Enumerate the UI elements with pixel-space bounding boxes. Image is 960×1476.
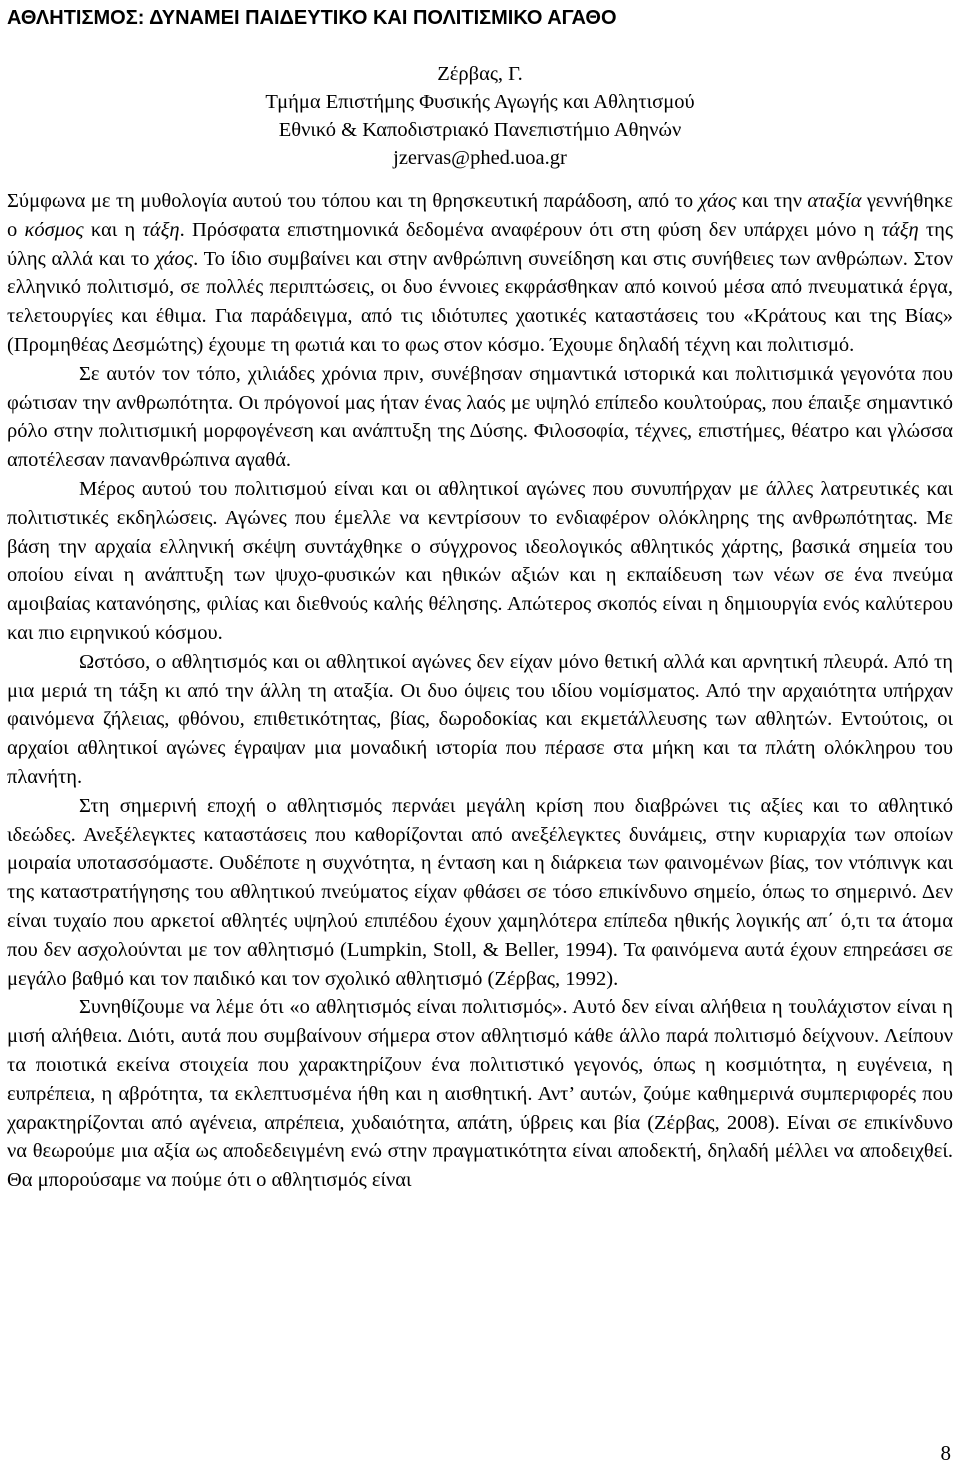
document-title: ΑΘΛΗΤΙΣΜΟΣ: ΔΥΝΑΜΕΙ ΠΑΙΔΕΥΤΙΚΟ ΚΑΙ ΠΟΛΙΤΙΣΜΙΚΟ ΑΓΑΘΟ [7, 7, 617, 29]
body-paragraph [7, 993, 953, 1195]
italic-term: τάξη [881, 218, 919, 241]
paragraph-text: Στη σημερινή εποχή ο αθλητισμός περνάει μεγάλη κρίση που διαβρώνει τις αξίες και το αθλητικό ιδεώδες. Ανεξέλεγκτες καταστάσεις που καθορίζονται από ανεξέλεγκτες δυνάμεις, στην κυριαρχία των οποίων μοιραία υποτασσόμαστε. Ουδέποτε η συχνότητα, η ένταση και η διάρκεια των φαινομένων βίας, τον ντόπινγκ και της καταστρατήγησης του αθλητικού πνεύματος είχαν φθάσει σε τόσο επικίνδυνο σημείο, όπως το σημερινό. Δεν είναι τυχαίο που αρκετοί αθλητές υψηλού επιπέδου έχουν χαμηλότερα επίπεδα ηθικής λογικής απ΄ ό,τι τα άτομα που δεν ασχολούνται με τον αθλητισμό (Lumpkin, Stoll, & Beller, 1994). Τα φαινόμενα αυτά έχουν επηρεάσει σε μεγάλο βαθμό και τον παιδικό και τον σχολικό αθλητισμό (Ζέρβας, 1992). [7, 794, 953, 990]
paragraph-text: Σε αυτόν τον τόπο, χιλιάδες χρόνια πριν, συνέβησαν σημαντικά ιστορικά και πολιτισμικά γεγονότα που φώτισαν την ανθρωπότητα. Οι πρόγονοί μας ήταν ένας λαός με υψηλό επίπεδο κουλτούρας, που έπαιξε σημαντικό ρόλο στην πολιτισμική μορφογένεση και ανάπτυξη της Δύσης. Φιλοσοφία, τέχνες, επιστήμες, θέατρο και γλώσσα αποτέλεσαν πανανθρώπινα αγαθά. [7, 362, 953, 472]
paragraph-text: και η [83, 218, 143, 241]
author-university: Εθνικό & Καποδιστριακό Πανεπιστήμιο Αθηνών [278, 119, 682, 141]
paragraph-text: Μέρος αυτού του πολιτισμού είναι και οι αθλητικοί αγώνες που συνυπήρχαν με άλλες λατρευτικές και πολιτιστικές εκδηλώσεις. Αγώνες που έμελλε να κεντρίσουν το ενδιαφέρον ολόκληρης της ανθρωπότητας. Με βάση την αρχαία ελληνική σκέψη συντάχθηκε ο σύγχρονος ιδεολογικός αθλητικός χάρτης, βασικά σημεία του οποίου είναι η ανάπτυξη των ψυχο-φυσικών και ηθικών αξιών και η εκπαίδευση των νέων σε ένα πνεύμα αμοιβαίας κατανόησης, φιλίας και διεθνούς καλής θέλησης. Απώτερος σκοπός είναι η δημιουργία ενός καλύτερου και πιο ειρηνικού κόσμου. [7, 477, 953, 644]
paragraph-text: Ωστόσο, ο αθλητισμός και οι αθλητικοί αγώνες δεν είχαν μόνο θετική αλλά και αρνητική πλευρά. Από τη μια μεριά τη τάξη κι από την άλλη τη αταξία. Οι δυο όψεις του ιδίου νομίσματος. Από την αρχαιότητα υπήρχαν φαινόμενα ζήλειας, φθόνου, επιθετικότητας, βίας, δωροδοκίας και εκμετάλλευσης των αθλητών. Εντούτοις, οι αρχαίοι αθλητικοί αγώνες έγραψαν μια μοναδική ιστορία που πέρασε στα μήκη και τα πλάτη ολόκληρου του πλανήτη. [7, 650, 953, 788]
italic-term: χάος [698, 190, 737, 212]
paragraph-text: της ύλης αλλά και το [7, 218, 954, 270]
italic-term: τάξη [142, 218, 180, 241]
body-paragraph [7, 475, 953, 648]
body-paragraph [7, 648, 953, 792]
italic-term: κόσμος [24, 218, 84, 241]
body-paragraph [7, 360, 953, 475]
paragraph-text: Σύμφωνα με τη μυθολογία αυτού του τόπου και τη θρησκευτική παράδοση, από το [7, 190, 699, 212]
author-block [7, 60, 953, 172]
author-name: Ζέρβας, Γ. [437, 63, 523, 85]
body-paragraph [7, 792, 953, 994]
author-email: jzervas@phed.uoa.gr [393, 147, 567, 169]
paragraph-text: . Το ίδιο συμβαίνει και στην ανθρώπινη συνείδηση και στις συνήθειες των ανθρώπων. Στον ελληνικό πολιτισμό, σε πολλές περιπτώσεις, οι δυο έννοιες εκφράσθηκαν από κοινού μέσα από πνευματικά έργα, τελετουργίες και έθιμα. Για παράδειγμα, από τις ιδιότυπες χαοτικές καταστάσεις του «Κράτους και της Βίας» (Προμηθέας Δεσμώτης) έχουμε τη φωτιά και το φως στον κόσμο. Έχουμε δηλαδή τέχνη και πολιτισμό. [7, 247, 953, 356]
page-number: 8 [940, 1441, 951, 1465]
paragraph-text: και την [736, 190, 808, 212]
author-department: Τμήμα Επιστήμης Φυσικής Αγωγής και Αθλητισμού [265, 91, 695, 113]
paragraph-text: γεννήθηκε ο [7, 190, 953, 241]
paragraph-text: Συνηθίζουμε να λέμε ότι «ο αθλητισμός είναι πολιτισμός». Αυτό δεν είναι αλήθεια η τουλάχιστον είναι η μισή αλήθεια. Διότι, αυτά που συμβαίνουν σήμερα στον αθλητισμό κάθε άλλο παρά πολιτισμό δείχνουν. Λείπουν τα ποιοτικά εκείνα στοιχεία που χαρακτηρίζουν ένα πολιτιστικό γεγονός, όπως η κοσμιότητα, η ευγένεια, η ευπρέπεια, η αβρότητα, τα εκλεπτυσμένα ήθη και η αισθητική. Αντ’ αυτών, ζούμε καθημερινά συμπεριφορές που χαρακτηρίζονται από αγένεια, απρέπεια, χυδαιότητα, απάτη, ύβρεις και βία (Ζέρβας, 2008). Είναι σε επικίνδυνο να θεωρούμε μια αξία ως αποδεδειγμένη ενώ στην πραγματικότητα είναι αποδεκτή, δηλαδή μέλλει να αποδειχθεί. Θα μπορούσαμε να πούμε ότι ο αθλητισμός είναι [7, 996, 953, 1192]
body-paragraph [7, 187, 953, 360]
italic-term: χάος [155, 247, 194, 270]
paragraph-text: . Πρόσφατα επιστημονικά δεδομένα αναφέρουν ότι στη φύση δεν υπάρχει μόνο η [179, 218, 882, 241]
body-text [7, 187, 953, 1195]
italic-term: αταξία [807, 190, 862, 212]
document-page [7, 0, 953, 1195]
